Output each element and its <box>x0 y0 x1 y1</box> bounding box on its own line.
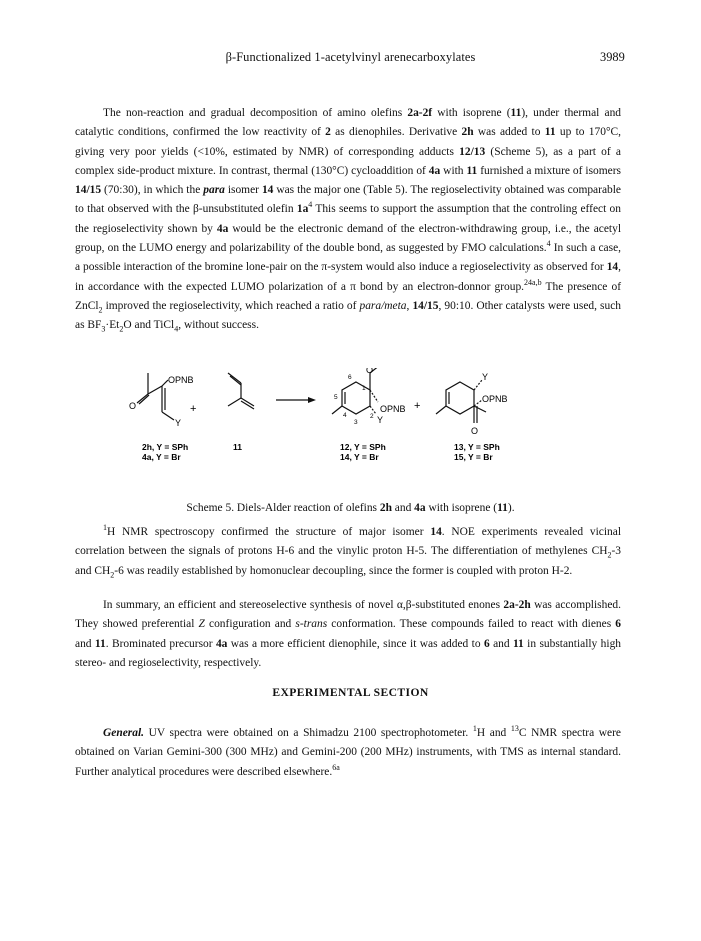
subscript: 2 <box>98 305 103 315</box>
italic-term: s-trans <box>295 618 328 631</box>
text-run: up to 170°C, giving very poor yields (<10%, estimated by NMR) of corresponding adducts <box>75 126 622 158</box>
bond <box>436 406 446 414</box>
text-run: , <box>406 299 413 312</box>
isotope-superscript: 13 <box>510 724 519 734</box>
label-2h-4a-line2: 4a, Y = Br <box>142 452 181 462</box>
subscript: 4 <box>174 324 179 334</box>
italic-term: Z <box>198 618 205 631</box>
bond <box>332 406 342 414</box>
text-run: in substantially high stereo- and regioselectivity, respectively. <box>75 637 622 669</box>
plus-sign: + <box>190 403 197 415</box>
label-12-14-line1: 12, Y = SPh <box>340 442 386 452</box>
compound-ref: 2 <box>325 126 331 139</box>
text-run: -6 was readily established by homonuclear decoupling, since the former is coupled with proton H-2. <box>114 564 573 577</box>
text-run: and <box>75 637 95 650</box>
text-run: was the major one (Table 5). The regioselectivity obtained was comparable to that observed with the β-unsubstituted olefin <box>75 184 621 216</box>
subscript: 3 <box>101 324 106 334</box>
compound-ref: 11 <box>544 126 556 139</box>
compound-ref: 4a <box>216 222 229 235</box>
compound-ref: 14 <box>430 526 442 538</box>
isotope-superscript: 1 <box>472 724 477 734</box>
atom-label-oxygen: O <box>129 401 137 411</box>
text-run: The presence of ZnCl <box>75 280 621 312</box>
text-run: . Brominated precursor <box>105 637 216 650</box>
text-run: The non-reaction and gradual decomposition of amino olefins <box>103 107 408 119</box>
compound-ref: 4a <box>215 637 228 650</box>
text-run: ). <box>507 502 515 514</box>
subscript: 2 <box>110 569 115 579</box>
text-run: O and TiCl <box>123 319 175 332</box>
atom-label-oxygen: O <box>471 426 479 436</box>
italic-term: para <box>203 184 225 197</box>
text-run: , without success. <box>178 319 259 332</box>
plus-sign: + <box>414 400 421 412</box>
text-run: UV spectra were obtained on a Shimadzu 2100 spectrophotometer. <box>143 727 473 739</box>
label-13-15-line1: 13, Y = SPh <box>454 442 500 452</box>
compound-ref: 14 <box>606 261 619 274</box>
text-run: , in accordance with the expected LUMO polarization of a π bond by an electron-donnor group. <box>75 261 621 293</box>
compound-ref: 2a-2h <box>503 599 531 611</box>
bond <box>228 398 241 406</box>
compound-ref: 2a-2f <box>407 107 433 119</box>
substituent-label: Y <box>482 372 489 382</box>
text-run: In summary, an efficient and stereoselective synthesis of novel α,β-substituted enones <box>103 599 504 611</box>
bond <box>474 400 482 406</box>
reference-superscript: 4 <box>308 200 313 210</box>
compound-ref: 11 <box>94 637 106 650</box>
text-run: conformation. These compounds failed to react with dienes <box>327 618 616 631</box>
compound-ref: 14 <box>261 184 274 197</box>
text-run: C NMR spectra were obtained on Varian Gemini-300 (300 MHz) and Gemini-200 (200 MHz) instruments, with TMS as internal standard. Further analytical procedures were described elsewhere. <box>75 727 622 778</box>
arrow-head <box>308 397 316 403</box>
compound-ref: 2h <box>379 502 392 514</box>
isotope-superscript: 1 <box>103 523 107 533</box>
text-run: . NOE experiments revealed vicinal correlation between the signals of protons H-6 and the vinylic proton H-5. The differentiation of methylenes CH <box>75 526 621 558</box>
run-in-heading: General. <box>103 727 144 739</box>
compound-ref: 4a <box>414 502 426 514</box>
text-run: and <box>489 637 513 650</box>
locant-5: 5 <box>334 394 338 401</box>
bond <box>148 386 162 394</box>
text-run: This seems to support the assumption that the controling effect on the regioselectivity shown by <box>75 203 621 235</box>
text-run: as dienophiles. Derivative <box>330 126 462 139</box>
subscript: 2 <box>119 324 124 334</box>
text-run: configuration and <box>204 618 296 631</box>
compound-ref: 2h <box>461 126 474 139</box>
text-run: with isoprene ( <box>425 502 498 514</box>
bond <box>370 390 378 402</box>
locant-3: 3 <box>354 419 358 426</box>
text-run: improved the regioselectivity, which reached a ratio of <box>102 299 360 312</box>
compound-labels <box>142 442 500 462</box>
paragraph-nmr <box>75 523 621 581</box>
compound-ref: 4a <box>428 164 441 177</box>
paragraph-regioselectivity <box>75 104 621 336</box>
adduct-meta-structure <box>436 380 486 423</box>
text-run: with <box>440 164 467 177</box>
text-run: was a more efficient dienophile, since it was added to <box>227 637 484 650</box>
subscript: 2 <box>607 550 612 560</box>
text-run: In such a case, a possible interaction of the bromine lone-pair on the π-system would also induce a regioselectivity as observed for <box>75 242 622 274</box>
cyclohexene-ring <box>446 382 474 414</box>
reaction-arrow <box>276 397 316 403</box>
scheme-5-diagram <box>118 368 638 480</box>
group-label: OPNB <box>482 394 508 404</box>
text-run: (Scheme 5), as a part of a complex side-product mixture. In contrast, thermal (130°C) cycloaddition of <box>75 145 621 177</box>
compound-ref: 11 <box>497 502 508 514</box>
text-run: was accomplished. They showed preferential <box>75 599 621 631</box>
locant-1: 1 <box>362 385 366 392</box>
compound-ref: 12/13 <box>459 145 486 158</box>
substituent-label: Y <box>175 418 182 428</box>
bond <box>230 376 241 385</box>
scheme-caption <box>0 502 701 514</box>
locant-2: 2 <box>370 413 374 420</box>
label-13-15-line2: 15, Y = Br <box>454 452 493 462</box>
atom-label-oxygen: O <box>366 368 374 375</box>
label-12-14-line2: 14, Y = Br <box>340 452 379 462</box>
reference-superscript: 6a <box>332 762 340 772</box>
reference-superscript: 24a,b <box>524 277 542 287</box>
compound-ref: 1a <box>296 203 309 216</box>
bond <box>228 373 241 383</box>
text-run: with isoprene ( <box>432 107 511 119</box>
text-run: (70:30), in which the <box>101 184 204 197</box>
compound-ref: 11 <box>466 164 478 177</box>
running-title: β-Functionalized 1-acetylvinyl arenecarboxylates <box>225 50 476 64</box>
label-11: 11 <box>233 442 242 452</box>
text-run: would be the electronic demand of the electron-withdrawing group, i.e., the acetyl group, on the LUMO energy and polarizability of the double bond, as suggested by FMO calculations. <box>75 222 621 255</box>
text-run: was added to <box>473 126 545 139</box>
isoprene-structure <box>228 373 254 409</box>
page-number: 3989 <box>600 50 625 64</box>
paragraph-general <box>75 724 621 782</box>
italic-term: para/meta <box>359 299 407 312</box>
text-run: ), under thermal and catalytic conditions, confirmed the low reactivity of <box>75 107 622 139</box>
text-run: isomer <box>224 184 262 197</box>
compound-ref: 11 <box>510 107 522 119</box>
compound-ref: 6 <box>483 637 490 650</box>
locant-6: 6 <box>348 374 352 381</box>
reference-superscript: 4 <box>546 239 551 249</box>
label-2h-4a-line1: 2h, Y = SPh <box>142 442 189 452</box>
compound-ref: 11 <box>512 637 524 650</box>
text-run: H and <box>476 727 511 739</box>
text-run: -3 and CH <box>75 545 621 577</box>
substituent-label: Y <box>377 415 384 425</box>
text-run: ·Et <box>105 319 120 332</box>
text-run: furnished a mixture of isomers <box>477 164 621 177</box>
text-run: H NMR spectroscopy confirmed the structure of major isomer <box>107 526 431 538</box>
cyclohexene-ring <box>342 382 370 414</box>
paragraph-summary <box>75 596 621 673</box>
text-run: Scheme 5. Diels-Alder reaction of olefins <box>186 502 380 514</box>
bond <box>474 380 482 390</box>
compound-ref: 14/15 <box>75 184 102 197</box>
group-label: OPNB <box>168 375 194 385</box>
bond <box>162 412 174 420</box>
bond <box>474 406 486 412</box>
text-run: , 90:10. Other catalysts were used, such as BF <box>75 299 622 332</box>
compound-ref: 6 <box>615 618 621 631</box>
text-run: and <box>391 502 415 514</box>
section-heading: EXPERIMENTAL SECTION <box>272 686 429 699</box>
group-label: OPNB <box>380 404 406 414</box>
compound-ref: 14/15 <box>412 299 439 312</box>
locant-4: 4 <box>343 412 347 419</box>
